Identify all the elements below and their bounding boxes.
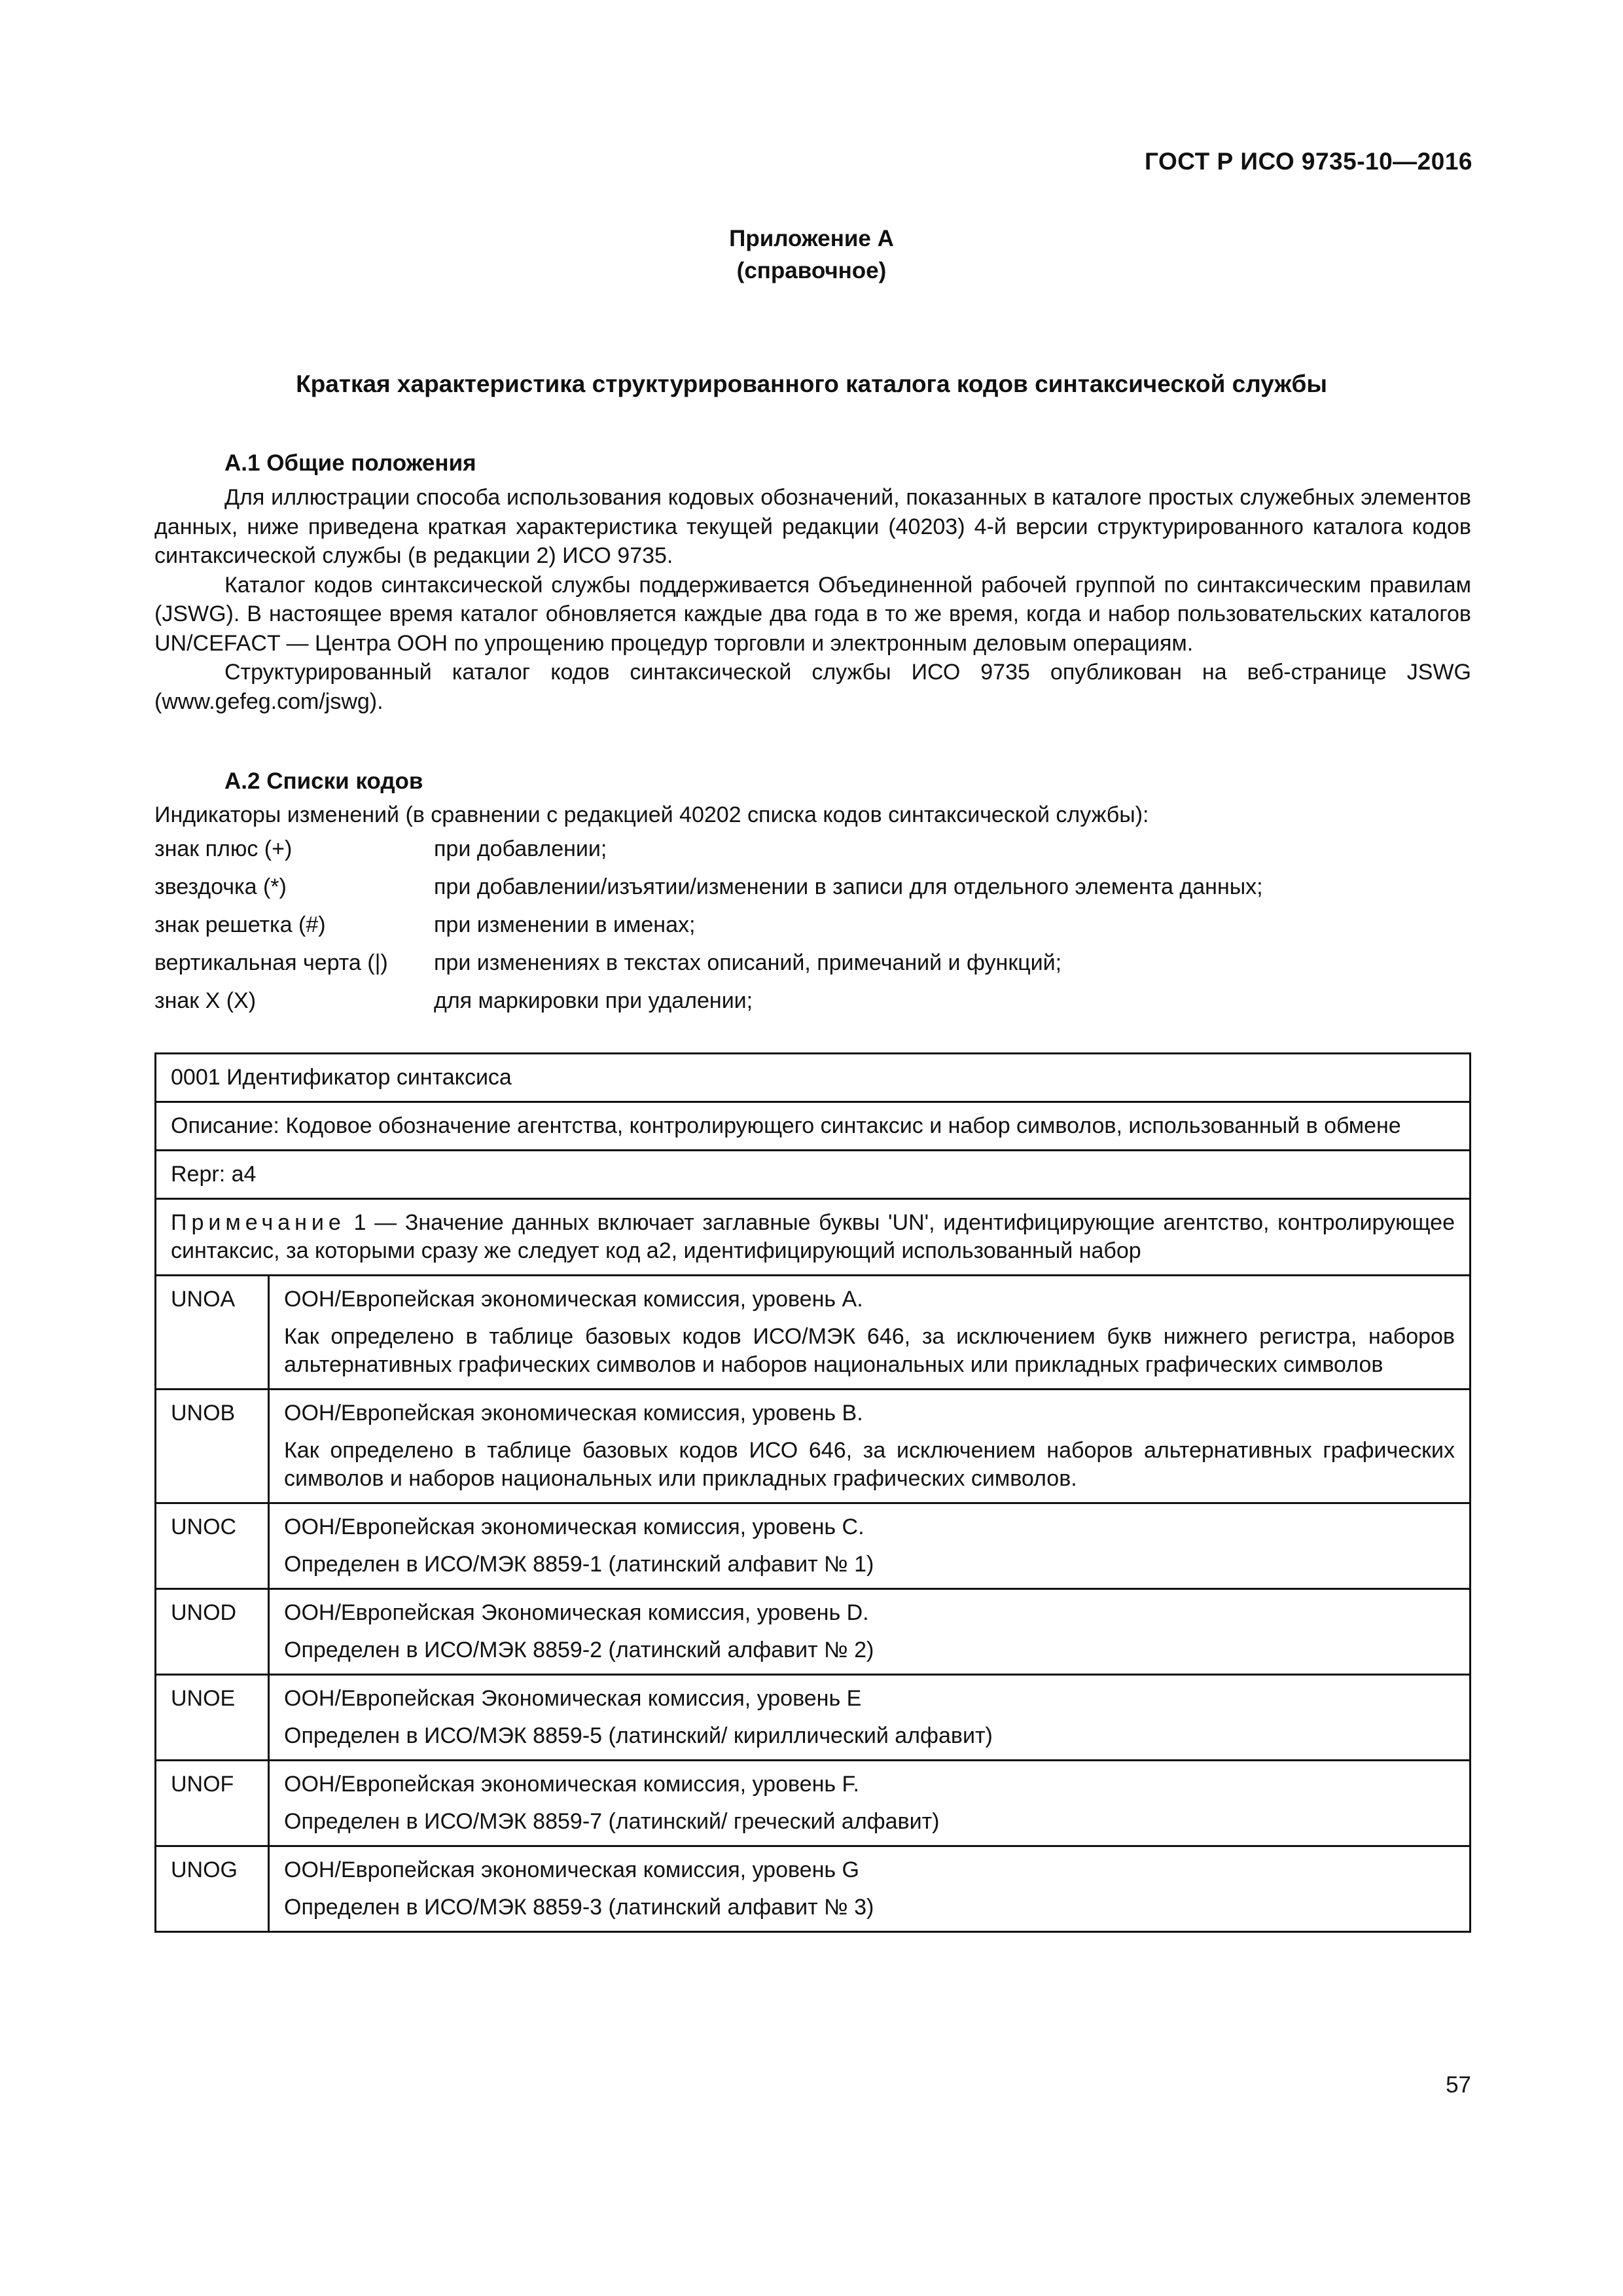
table-row [156,1846,1471,1932]
code-name: ООН/Европейская экономическая комиссия, уровень A. [284,1287,863,1312]
table-row [156,1199,1471,1276]
code-description: Определен в ИСО/МЭК 8859-7 (латинский/ греческий алфавит) [284,1809,940,1834]
code-description: Определен в ИСО/МЭК 8859-1 (латинский алфавит № 1) [284,1552,874,1577]
indicators-intro: Индикаторы изменений (в сравнении с редакцией 40202 списка кодов синтаксической службы): [154,802,1149,827]
appendix-heading [0,223,1623,287]
code-description: Определен в ИСО/МЭК 8859-5 (латинский/ кириллический алфавит) [284,1723,993,1748]
code-value-cell: UNOA [156,1276,269,1390]
table-row [156,1503,1471,1589]
section-heading-code-lists: А.2 Списки кодов [224,768,423,794]
code-list-table [154,1052,1471,1933]
element-note-cell [156,1199,1471,1276]
code-meaning-cell [269,1276,1471,1390]
indicator-definition: для маркировки при удалении; [434,988,753,1013]
page-number: 57 [1446,2072,1471,2098]
standard-designation: ГОСТ Р ИСО 9735-10—2016 [1145,148,1472,175]
code-name: ООН/Европейская Экономическая комиссия, уровень D. [284,1600,869,1625]
note-label: Примечание [171,1210,346,1235]
indicator-definition: при изменениях в текстах описаний, примечаний и функций; [434,950,1062,975]
section-heading-general: А.1 Общие положения [224,450,476,476]
appendix-label: Приложение А [729,226,894,251]
code-value-cell: UNOD [156,1589,269,1675]
code-value-cell: UNOE [156,1675,269,1761]
code-value-cell: UNOB [156,1390,269,1503]
paragraph: Каталог кодов синтаксической службы поддерживается Объединенной рабочей группой по синтаксическим правилам (JSWG). В настоящее время каталог обновляется каждые два года в то же время, когда и набор пользовательских каталогов UN/CEFACT — Центра ООН по упрощению процедур торговли и электронным деловым операциям. [154,572,1471,656]
code-meaning-cell [269,1675,1471,1761]
table-row [156,1675,1471,1761]
code-name: ООН/Европейская экономическая комиссия, уровень G [284,1857,859,1882]
indicator-term: знак плюс (+) [154,836,293,861]
element-description-cell: Описание: Кодовое обозначение агентства, контролирующего синтаксис и набор символов, использованный в обмене [156,1102,1471,1151]
indicator-term: знак решетка (#) [154,912,326,937]
table-row [156,1761,1471,1846]
page-title: Краткая характеристика структурированного каталога кодов синтаксической службы [296,370,1327,397]
paragraph: Для иллюстрации способа использования кодовых обозначений, показанных в каталоге простых служебных элементов данных, ниже приведена краткая характеристика текущей редакции (40203) 4-й версии структурированного каталога кодов синтаксической службы (в редакции 2) ИСО 9735. [154,485,1471,568]
section-general-body [154,483,1471,716]
code-meaning-cell [269,1589,1471,1675]
element-repr-cell: Repr: a4 [156,1151,1471,1199]
code-meaning-cell [269,1846,1471,1932]
code-name: ООН/Европейская экономическая комиссия, уровень B. [284,1401,863,1426]
code-description: Определен в ИСО/МЭК 8859-3 (латинский алфавит № 3) [284,1895,874,1920]
code-description: Определен в ИСО/МЭК 8859-2 (латинский алфавит № 2) [284,1638,874,1662]
table-row [156,1102,1471,1151]
code-name: ООН/Европейская Экономическая комиссия, уровень E [284,1686,862,1711]
code-description: Как определено в таблице базовых кодов ИСО/МЭК 646, за исключением букв нижнего регистра, наборов альтернативных графических символов и наборов национальных или прикладных графических символов [284,1324,1455,1377]
table-row [156,1589,1471,1675]
code-meaning-cell [269,1761,1471,1846]
code-value-cell: UNOC [156,1503,269,1589]
indicator-definition: при добавлении; [434,836,607,861]
code-name: ООН/Европейская экономическая комиссия, уровень C. [284,1515,865,1539]
code-value-cell: UNOF [156,1761,269,1846]
table-row [156,1276,1471,1390]
indicator-definition: при добавлении/изъятии/изменении в записи для отдельного элемента данных; [434,874,1263,899]
appendix-kind: (справочное) [736,258,887,283]
code-description: Как определено в таблице базовых кодов ИСО 646, за исключением наборов альтернативных графических символов и наборов национальных или прикладных графических символов. [284,1438,1455,1491]
indicator-definition: при изменении в именах; [434,912,696,937]
table-row [156,1390,1471,1503]
code-name: ООН/Европейская экономическая комиссия, уровень F. [284,1772,859,1797]
indicator-term: знак X (X) [154,988,257,1013]
table-row [156,1151,1471,1199]
indicator-term: вертикальная черта (|) [154,950,388,975]
code-meaning-cell [269,1390,1471,1503]
code-value-cell: UNOG [156,1846,269,1932]
paragraph: Структурированный каталог кодов синтаксической службы ИСО 9735 опубликован на веб-странице JSWG (www.gefeg.com/jswg). [154,660,1471,714]
indicator-term: звездочка (*) [154,874,287,899]
code-meaning-cell [269,1503,1471,1589]
table-row [156,1054,1471,1102]
note-text: 1 — Значение данных включает заглавные буквы 'UN', идентифицирующие агентство, контролирующее синтаксис, за которыми сразу же следует код а2, идентифицирующий использованный набор [171,1210,1455,1263]
element-name-cell: 0001 Идентификатор синтаксиса [156,1054,1471,1102]
